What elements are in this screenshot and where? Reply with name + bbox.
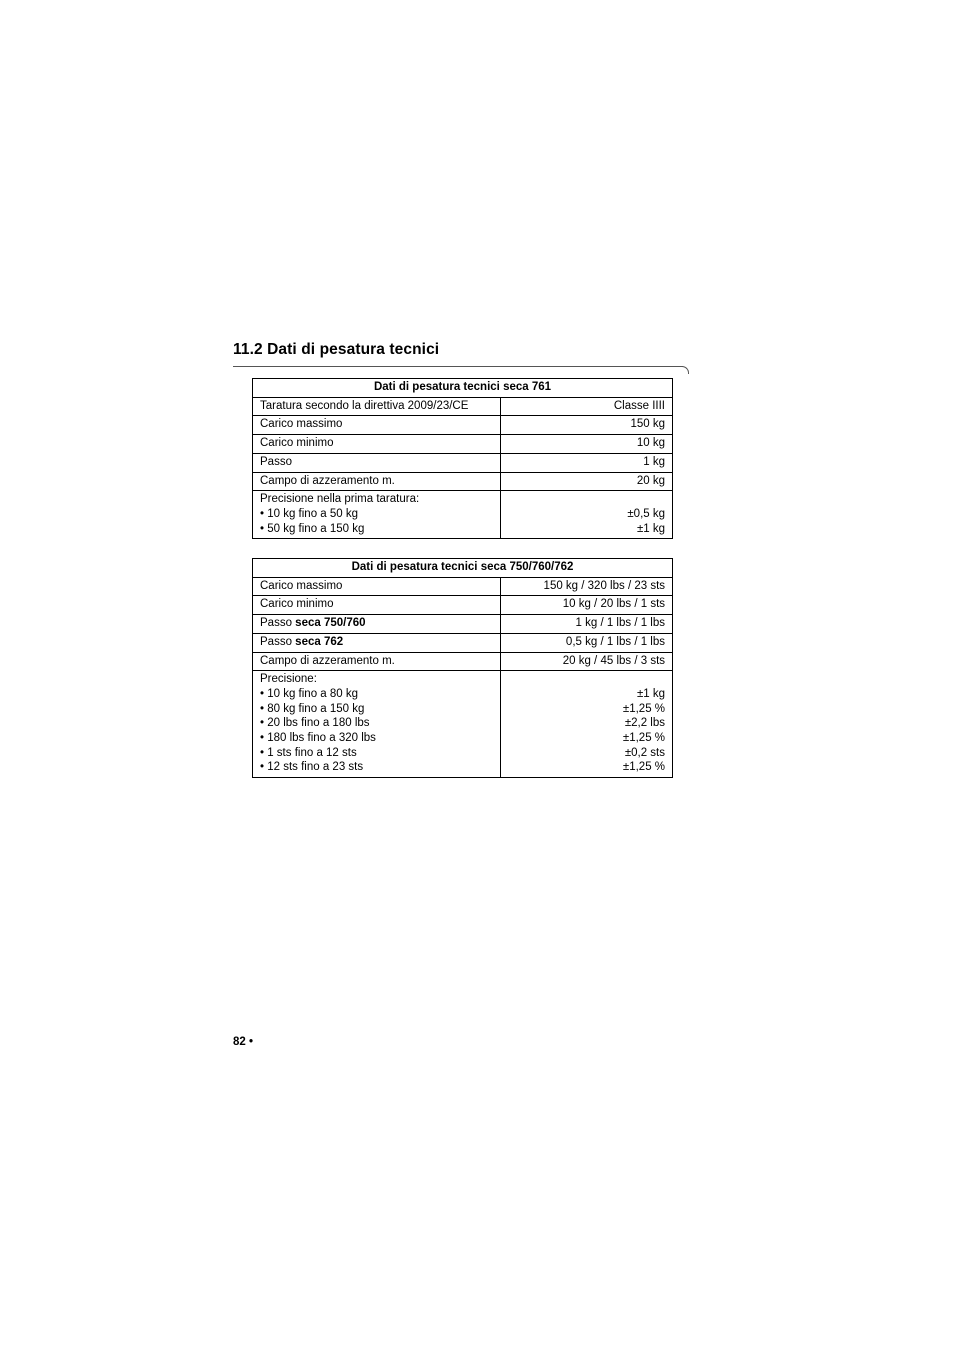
table-header: Dati di pesatura tecnici seca 761 [253,379,673,398]
row-value: 0,5 kg / 1 lbs / 1 lbs [501,633,673,652]
table-row [253,577,673,596]
precision-row [253,491,673,539]
title-rule [233,366,683,367]
row-label: Taratura secondo la direttiva 2009/23/CE [253,397,501,416]
precision-value: ±2,2 lbs [624,717,666,730]
precision-value: ±0,2 sts [624,746,666,759]
row-value: 1 kg [501,453,673,472]
precision-value: ±1,25 % [622,702,666,715]
precision-range: • 10 kg fino a 50 kg [260,507,359,520]
table-row [253,596,673,615]
table-header-row [253,379,673,398]
precision-value-cell [501,491,673,539]
precision-value: ±1,25 % [622,732,666,745]
row-label: Passo [260,635,296,648]
precision-value: ±1 kg [636,522,665,535]
spec-table-seca-750-760-762 [252,558,673,778]
row-value: 1 kg / 1 lbs / 1 lbs [501,615,673,634]
row-label: Carico massimo [253,416,501,435]
precision-label-cell [253,491,501,539]
row-value: 20 kg [501,472,673,491]
table-row [253,453,673,472]
table-row [253,633,673,652]
precision-value-cell [501,671,673,778]
row-label-cell [253,615,501,634]
precision-row [253,671,673,778]
precision-range: • 80 kg fino a 150 kg [260,702,365,715]
row-label: Campo di azzeramento m. [253,652,501,671]
section-title: 11.2 Dati di pesatura tecnici [233,341,440,358]
precision-label-cell [253,671,501,778]
row-label-cell [253,633,501,652]
precision-range: • 12 sts fino a 23 sts [260,761,364,774]
precision-label: Precisione: [260,673,317,686]
precision-range: • 10 kg fino a 80 kg [260,687,359,700]
model-name: seca 750/760 [295,617,366,630]
row-label: Passo [260,617,296,630]
precision-range: • 180 lbs fino a 320 lbs [260,732,376,745]
spec-table-seca-761 [252,378,673,539]
row-label: Carico minimo [253,435,501,454]
row-label: Campo di azzeramento m. [253,472,501,491]
table-header-row [253,559,673,578]
precision-value: ±1,25 % [622,761,666,774]
row-value: 150 kg [501,416,673,435]
table-row [253,472,673,491]
table-row [253,397,673,416]
page-number: 82 • [233,1036,254,1048]
table-row [253,416,673,435]
row-label: Carico minimo [253,596,501,615]
row-value: 10 kg [501,435,673,454]
title-rule-corner [681,366,689,374]
precision-label: Precisione nella prima taratura: [260,493,420,506]
table-header: Dati di pesatura tecnici seca 750/760/762 [253,559,673,578]
table-row [253,435,673,454]
precision-value: ±0,5 kg [627,507,665,520]
row-value: Classe IIII [501,397,673,416]
table-row [253,615,673,634]
precision-value: ±1 kg [636,687,666,700]
row-label: Passo [253,453,501,472]
precision-range: • 50 kg fino a 150 kg [260,522,365,535]
model-name: seca 762 [295,635,344,648]
table-row [253,652,673,671]
row-value: 20 kg / 45 lbs / 3 sts [501,652,673,671]
row-value: 150 kg / 320 lbs / 23 sts [501,577,673,596]
row-value: 10 kg / 20 lbs / 1 sts [501,596,673,615]
precision-range: • 20 lbs fino a 180 lbs [260,717,370,730]
row-label: Carico massimo [253,577,501,596]
precision-range: • 1 sts fino a 12 sts [260,746,357,759]
